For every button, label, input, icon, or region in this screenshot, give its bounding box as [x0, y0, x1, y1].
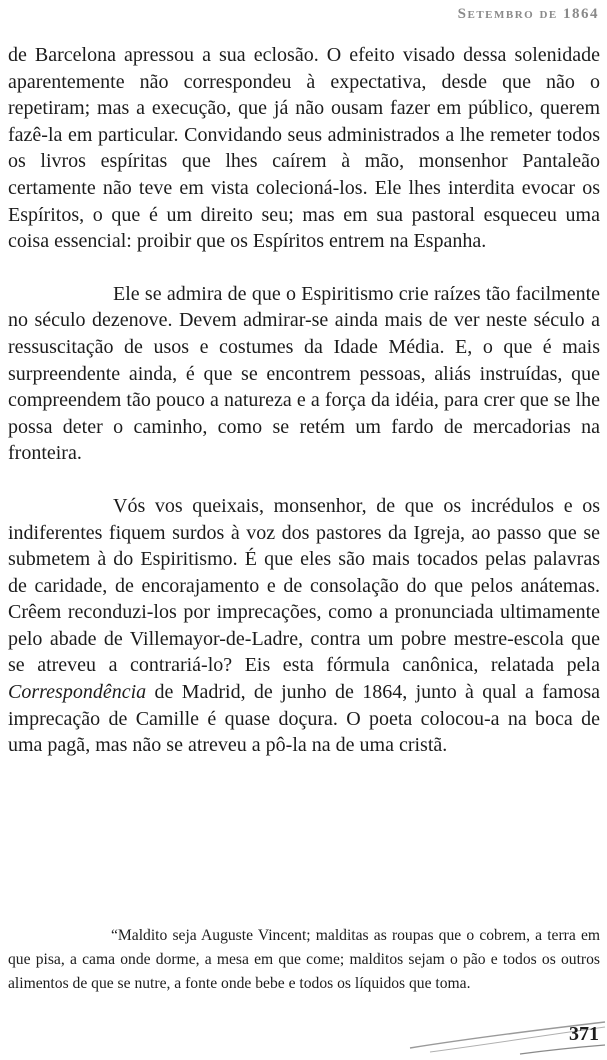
paragraph-3-text-b: de Madrid, de junho de 1864, junto à qual a famosa imprecação de Camille é quase doçura. O poeta colocou-a na boca de uma pagã, mas não se atreveu a pô-la na de uma cristã.: [8, 681, 600, 757]
paragraph-1: de Barcelona apressou a sua eclosão. O efeito visado dessa solenidade aparentemente não correspondeu à expectativa, desde que não o repetiram; mas a execução, que já não ousam fazer em público, querem fazê-la em particular. Convidando seus administrados a lhe remeter todos os livros espíritas que lhes caírem à mão, monsenhor Pantaleão certamente não teve em vista colecioná-los. Ele lhes interdita evocar os Espíritos, o que é um direito seu; mas em sua pastoral esqueceu uma coisa essencial: proibir que os Espíritos entrem na Espanha.: [8, 44, 600, 253]
paragraph-2: Ele se admira de que o Espiritismo crie raízes tão facilmente no século dezenove. Devem admirar-se ainda mais de ver neste século a ressuscitação de usos e costumes da Idade Média. E, o que é mais surpreendente ainda, é que se encontrem pessoas, aliás instruídas, que compreendem tão pouco a natureza e a força da idéia, para crer que se lhe possa deter o caminho, como se retém um fardo de mercadorias na fronteira.: [8, 282, 600, 465]
quoted-imprecation: “Maldito seja Auguste Vincent; malditas as roupas que o cobrem, a terra em que pisa, a cama onde dorme, a mesa em que come; malditos sejam o pão e todos os outros alimentos de que se nutre, a fonte onde bebe e todos os líquidos que toma.: [8, 926, 600, 992]
paragraph-3-text-a: Vós vos queixais, monsenhor, de que os incrédulos e os indiferentes fiquem surdos à voz dos pastores da Igreja, ao passo que se submetem à do Espiritismo. É que eles são mais tocados pelas palavras de caridade, de encorajamento e de consolação do que pelos anátemas. Crêem reconduzi-los por imprecações, como a pronunciada ultimamente pelo abade de Villemayor-de-Ladre, contra um pobre mestre-escola que se atreveu a contrariá-lo? Eis esta fórmula canônica, relatada pela: [8, 494, 600, 677]
page-body: [8, 42, 600, 785]
page-number: 371: [569, 1023, 599, 1045]
newspaper-title: Correspondência: [8, 681, 147, 704]
paragraph-3: [8, 493, 600, 759]
running-header: Setembro de 1864: [457, 6, 599, 22]
